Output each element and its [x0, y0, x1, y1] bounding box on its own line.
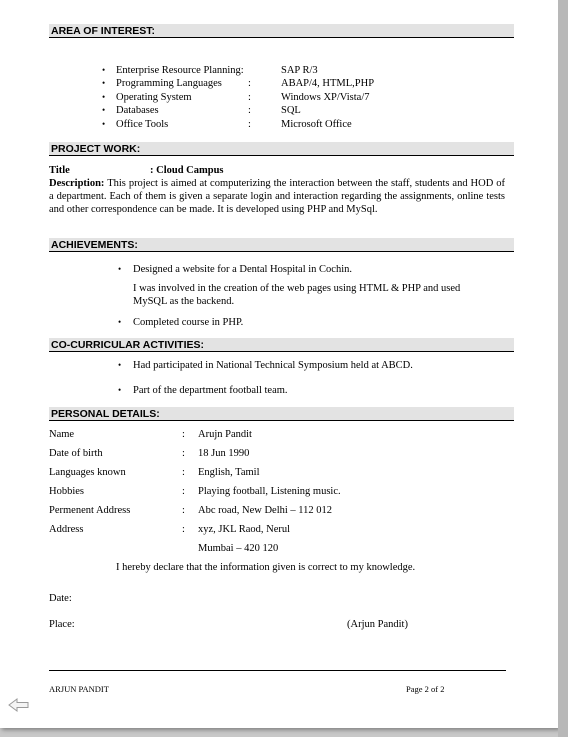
section-header-cocurricular: CO-CURRICULAR ACTIVITIES:	[49, 338, 514, 352]
section-header-interest: AREA OF INTEREST:	[49, 24, 514, 38]
interest-value: SQL	[281, 105, 301, 116]
personal-value: xyz, JKL Raod, Nerul	[198, 524, 291, 535]
section-header-project: PROJECT WORK:	[49, 142, 514, 156]
bullet-icon: •	[102, 119, 106, 129]
achievement-note: I was involved in the creation of the web pages using HTML & PHP and used	[133, 283, 461, 294]
personal-label: Hobbies	[49, 486, 84, 497]
personal-label: Name	[49, 429, 75, 440]
personal-value: Abc road, New Delhi – 112 012	[198, 505, 333, 516]
interest-label: Enterprise Resource Planning:	[116, 65, 244, 76]
interest-colon: :	[248, 105, 251, 116]
personal-colon: :	[182, 429, 185, 440]
achievement-note: MySQL as the backend.	[133, 296, 235, 307]
interest-label: Office Tools	[116, 119, 169, 130]
footer-divider	[49, 670, 506, 671]
interest-value: Windows XP/Vista/7	[281, 92, 370, 103]
personal-value: 18 Jun 1990	[198, 448, 250, 459]
project-title-value: : Cloud Campus	[150, 165, 224, 176]
personal-label: Languages known	[49, 467, 126, 478]
interest-value: ABAP/4, HTML,PHP	[281, 78, 375, 89]
back-arrow-icon[interactable]	[8, 697, 30, 713]
address-line-2: Mumbai – 420 120	[198, 543, 279, 554]
cocurricular-item: Had participated in National Technical Symposium held at ABCD.	[133, 360, 413, 371]
bullet-icon: •	[118, 264, 122, 274]
footer-page-number: Page 2 of 2	[406, 684, 445, 694]
personal-label: Permenent Address	[49, 505, 131, 516]
personal-colon: :	[182, 486, 185, 497]
project-desc-text: This project is aimed at computerizing the interaction between the staff, students and HOD of a department. Each of them is given a separate login and interaction regarding the assignments, online tests and other correspondence can be made. It is developed using PHP and MySql.	[49, 178, 505, 215]
section-header-achievements: ACHIEVEMENTS:	[49, 238, 514, 252]
achievement-item: Designed a website for a Dental Hospital in Cochin.	[133, 264, 352, 275]
interest-colon: :	[248, 119, 251, 130]
signature-name: (Arjun Pandit)	[347, 619, 408, 630]
personal-value: Arujn Pandit	[198, 429, 252, 440]
personal-colon: :	[182, 524, 185, 535]
date-label: Date:	[49, 593, 72, 604]
bullet-icon: •	[118, 317, 122, 327]
interest-colon: :	[248, 92, 251, 103]
project-title-label: Title	[49, 165, 70, 176]
interest-colon: :	[248, 78, 251, 89]
bullet-icon: •	[102, 105, 106, 115]
achievement-item: Completed course in PHP.	[133, 317, 244, 328]
personal-value: English, Tamil	[198, 467, 260, 478]
bullet-icon: •	[118, 360, 122, 370]
personal-label: Date of birth	[49, 448, 103, 459]
place-label: Place:	[49, 619, 75, 630]
footer-name: ARJUN PANDIT	[49, 684, 109, 694]
personal-colon: :	[182, 448, 185, 459]
cocurricular-item: Part of the department football team.	[133, 385, 288, 396]
project-desc-label: Description:	[49, 178, 105, 189]
interest-value: Microsoft Office	[281, 119, 352, 130]
interest-label: Databases	[116, 105, 159, 116]
viewer-background-edge	[558, 0, 568, 737]
personal-label: Address	[49, 524, 84, 535]
bullet-icon: •	[102, 92, 106, 102]
interest-label: Programming Languages	[116, 78, 222, 89]
declaration-text: I hereby declare that the information given is correct to my knowledge.	[116, 562, 416, 573]
personal-colon: :	[182, 467, 185, 478]
personal-colon: :	[182, 505, 185, 516]
interest-label: Operating System	[116, 92, 192, 103]
bullet-icon: •	[102, 78, 106, 88]
bullet-icon: •	[102, 65, 106, 75]
interest-value: SAP R/3	[281, 65, 318, 76]
bullet-icon: •	[118, 385, 122, 395]
section-header-personal: PERSONAL DETAILS:	[49, 407, 514, 421]
personal-value: Playing football, Listening music.	[198, 486, 341, 497]
project-description	[49, 177, 505, 216]
